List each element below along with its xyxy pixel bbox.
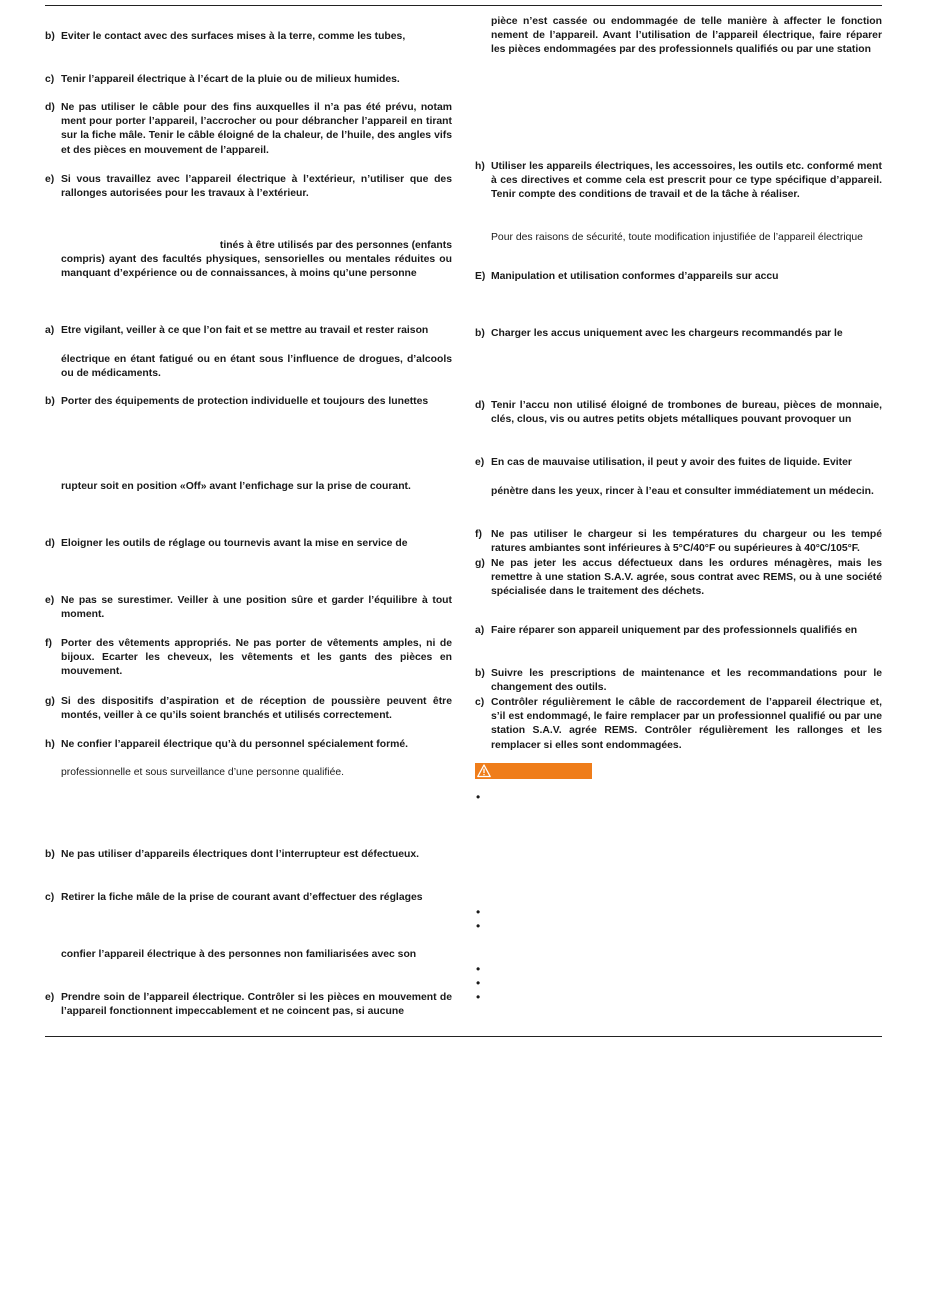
bullet: • xyxy=(476,905,481,919)
left-frag-2: compris) ayant des facultés physiques, sensorielles ou mentales réduites ou manquant d’expérience ou de connaissances, à moins qu’une personne xyxy=(61,254,452,280)
bullet: • xyxy=(476,919,481,933)
right-b-2: b) Suivre les prescriptions de maintenance et les recommandations pour le changement des outils. xyxy=(475,668,882,694)
warning-banner xyxy=(475,763,592,779)
left-c-1: c) Tenir l’appareil électrique à l’écart de la pluie ou de milieux humides. xyxy=(45,74,400,85)
bullet: • xyxy=(476,790,481,804)
left-b-1: b) Eviter le contact avec des surfaces mises à la terre, comme les tubes, xyxy=(45,31,406,42)
left-a-2: a) Etre vigilant, veiller à ce que l’on fait et se mettre au travail et rester raison xyxy=(45,325,429,336)
left-frag-1: tinés à être utilisés par des personnes (enfants xyxy=(219,240,452,251)
left-frag-3: électrique en étant fatigué ou en étant sous l’influence de drogues, d’alcools ou de médicaments. xyxy=(61,354,452,380)
bullet: • xyxy=(476,976,481,990)
left-h-2: h) Ne confier l’appareil électrique qu’à du personnel spécialement formé. xyxy=(45,739,409,750)
left-d-2: d) Eloigner les outils de réglage ou tournevis avant la mise en service de xyxy=(45,538,408,549)
right-d-1: d) Tenir l’accu non utilisé éloigné de trombones de bureau, pièces de monnaie, clés, clous, vis ou autres petits objets métalliques pouvant provoquer un xyxy=(475,400,882,426)
right-frag-2: Pour des raisons de sécurité, toute modification injustifiée de l’appareil électrique xyxy=(491,232,863,243)
right-heading-e: E) Manipulation et utilisation conformes d’appareils sur accu xyxy=(475,271,779,282)
bullet: • xyxy=(476,990,481,1004)
left-c-3: c) Retirer la fiche mâle de la prise de courant avant d’effectuer des réglages xyxy=(45,892,423,903)
left-e-2: e) Ne pas se surestimer. Veiller à une position sûre et garder l’équilibre à tout moment. xyxy=(45,595,452,621)
left-frag-6: confier l’appareil électrique à des personnes non familiarisées avec son xyxy=(61,949,417,960)
left-e-3: e) Prendre soin de l’appareil électrique. Contrôler si les pièces en mouvement de l’appareil fonctionnent impeccablement et ne coincent pas, si aucune xyxy=(45,992,452,1018)
left-g-2: g) Si des dispositifs d’aspiration et de réception de poussière peuvent être montés, veiller à ce qu’ils soient branchés et utilisés correctement. xyxy=(45,696,452,722)
warning-triangle-icon xyxy=(477,764,491,778)
left-b-2: b) Porter des équipements de protection individuelle et toujours des lunettes xyxy=(45,396,429,407)
right-g-1: g) Ne pas jeter les accus défectueux dans les ordures ménagères, mais les remettre à une station S.A.V. agrée, sous contrat avec REMS, ou à une société spécialisée dans le traitement des déchets. xyxy=(475,558,882,598)
bottom-rule xyxy=(45,1036,882,1037)
left-frag-4: rupteur soit en position «Off» avant l’enfichage sur la prise de courant. xyxy=(61,481,411,492)
left-e-1: e) Si vous travaillez avec l’appareil électrique à l’extérieur, n’utiliser que des rallonges autorisées pour les travaux à l’extérieur. xyxy=(45,174,452,200)
right-a-2: a) Faire réparer son appareil uniquement par des professionnels qualifiés en xyxy=(475,625,858,636)
right-b-1: b) Charger les accus uniquement avec les chargeurs recommandés par le xyxy=(475,328,843,339)
right-frag-3: pénètre dans les yeux, rincer à l’eau et consulter immédiatement un médecin. xyxy=(491,486,874,497)
left-frag-5: professionnelle et sous surveillance d’une personne qualifiée. xyxy=(61,767,345,778)
right-f-1: f) Ne pas utiliser le chargeur si les températures du chargeur ou les tempé ratures ambiantes sont inférieures à 5°C/40°F ou supérieures à 40°C/105°F. xyxy=(475,529,882,555)
left-f-2: f) Porter des vêtements appropriés. Ne pas porter de vêtements amples, ni de bijoux. Ecarter les cheveux, les vêtements et les gants des pièces en mouvement. xyxy=(45,638,452,678)
right-c-2: c) Contrôler régulièrement le câble de raccordement de l’appareil électrique et, s’il est endommagé, le faire remplacer par un professionnel qualifié ou par une station S.A.V. agrée REMS. Contrôler régulièrement les rallonges et les remplacer si elles sont endommagées. xyxy=(475,697,882,751)
bullet: • xyxy=(476,962,481,976)
right-h-1: h) Utiliser les appareils électriques, les accessoires, les outils etc. conformé ment à ces directives et comme cela est prescrit pour ce type spécifique d’appareil. Tenir compte des conditions de travail et de la tâche à réaliser. xyxy=(475,161,882,201)
left-b-3: b) Ne pas utiliser d’appareils électriques dont l’interrupteur est défectueux. xyxy=(45,849,419,860)
left-d-1: d) Ne pas utiliser le câble pour des fins auxquelles il n’a pas été prévu, notam ment pour porter l’appareil, l’accrocher ou pour débrancher l’appareil en tirant sur la fiche mâle. Tenir le câble éloigné de la chaleur, de l’huile, des angles vifs et des pièces en mouvement de l’appareil. xyxy=(45,102,452,156)
right-frag-1: pièce n’est cassée ou endommagée de telle manière à affecter le fonction nement de l’appareil. Avant l’utilisation de l’appareil électrique, faire réparer les pièces endommagées par des professionnels qualifiés ou par une station xyxy=(491,16,882,56)
right-e-1: e) En cas de mauvaise utilisation, il peut y avoir des fuites de liquide. Eviter xyxy=(475,457,852,468)
top-rule xyxy=(45,5,882,6)
